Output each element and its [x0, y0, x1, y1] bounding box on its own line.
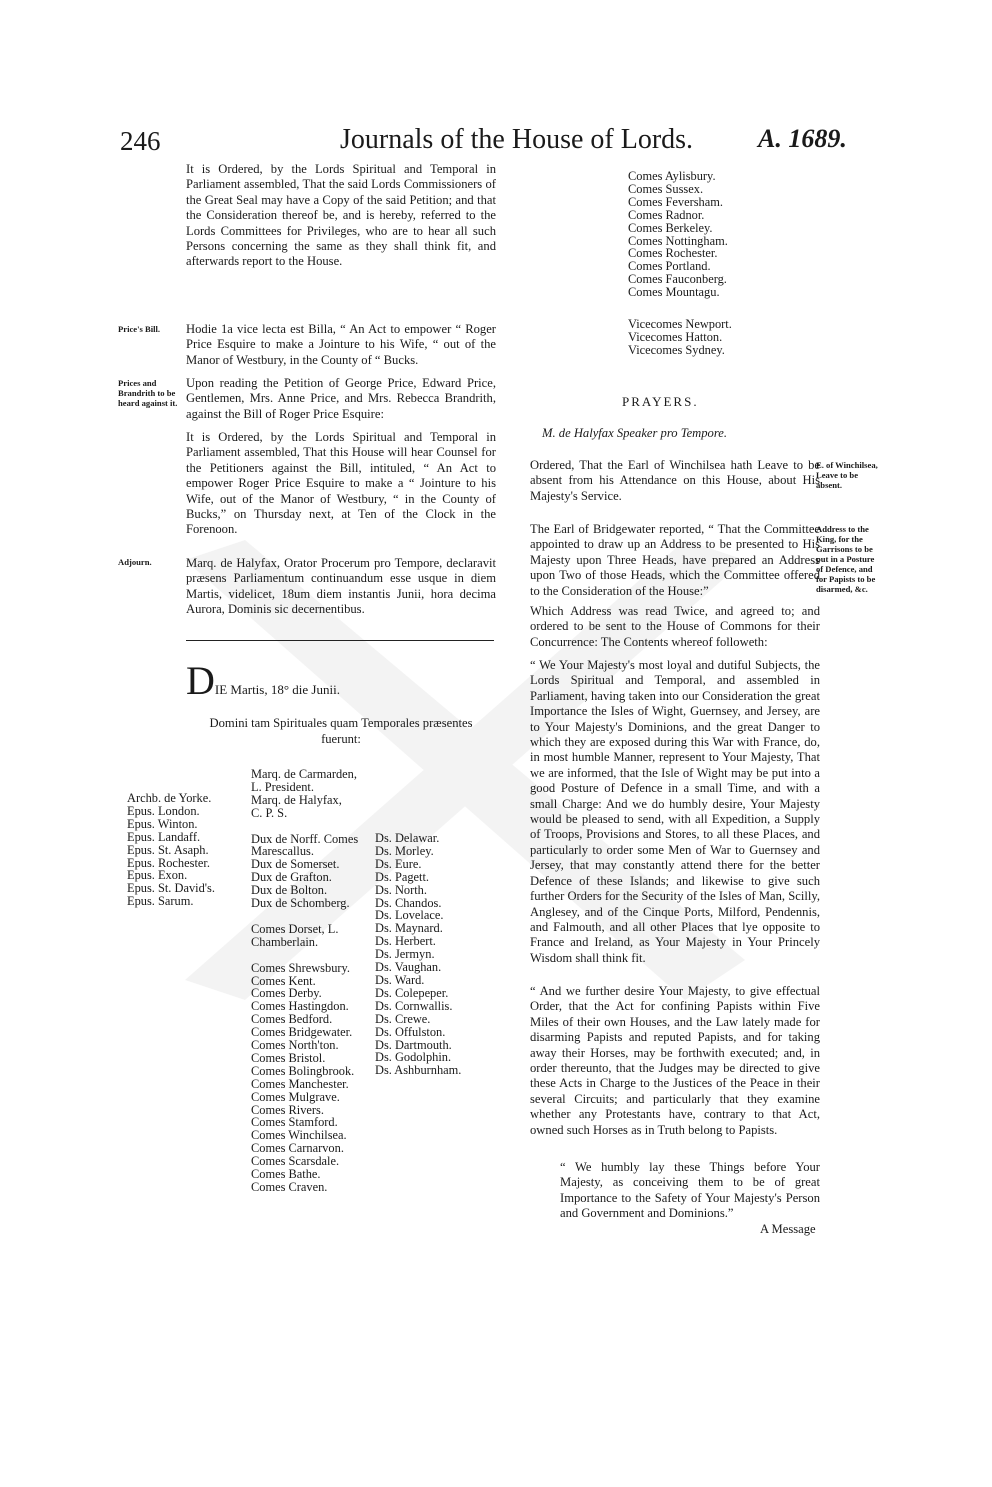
baron-entry: Ds. Morley. — [375, 843, 434, 858]
running-title: Journals of the House of Lords. — [340, 124, 694, 155]
day-heading — [186, 658, 340, 703]
baron-entry: Ds. Cornwallis. — [375, 998, 453, 1013]
baron-entry: Ds. Jermyn. — [375, 947, 435, 962]
catchword: A Message — [760, 1222, 816, 1236]
baron-entry: Ds. Lovelace. — [375, 908, 444, 923]
peer-entry: Comes Dorset, L. — [251, 921, 339, 936]
margin-note-price-bill: Price's Bill. — [118, 324, 161, 334]
bishop-entry: Epus. Rochester. — [127, 855, 210, 870]
peer-entry: Dux de Grafton. — [251, 870, 332, 885]
viscounts-list — [628, 318, 732, 357]
address-read-paragraph: Which Address was read Twice, and agreed to; and ordered to be sent to the House of Commons for their Concurrence: The Contents whereof followeth: — [530, 604, 820, 649]
peer-entry: Chamberlain. — [251, 934, 319, 949]
earl-entry: Comes Aylisbury. — [628, 169, 716, 183]
peer-entry: L. President. — [251, 779, 314, 794]
speaker-line: M. de Halyfax Speaker pro Tempore. — [542, 426, 728, 440]
barons-list — [375, 832, 461, 1077]
peer-entry: Dux de Schomberg. — [251, 896, 350, 911]
earls-continued-list — [628, 170, 728, 299]
earl-entry: Comes Feversham. — [628, 194, 723, 209]
peer-entry: Comes Bridgewater. — [251, 1025, 353, 1040]
margin-note-address: Address to the King, for the Garrisons to be put in a Posture of Defence, and for Papists to be disarmed, &c. — [816, 524, 876, 594]
baron-entry: Ds. Pagett. — [375, 869, 430, 884]
peer-entry: Comes Derby. — [251, 986, 322, 1001]
order-hear-paragraph: It is Ordered, by the Lords Spiritual and Temporal in Parliament assembled, That this House will hear Counsel for the Petitioners against the Bill, intituled, “ An Act to empower Roger Price Esquire to make a “ Jointure to his Wife, out of the Manor of Westbury, “ in the County of Bucks,” on Thursday next, at Ten of the Clock in the Forenoon. — [186, 430, 496, 537]
peer-entry — [251, 910, 358, 923]
drop-cap: D — [186, 658, 215, 703]
adjourn-paragraph: Marq. de Halyfax, Orator Procerum pro Tempore, declaravit præsens Parliamentum continuandum esse usque in diem Martis, videlicet, 18um diem instantis Junii, hora decima Aurora, Dominis sic decernentibus. — [186, 556, 496, 617]
peer-entry: Comes Bristol. — [251, 1050, 326, 1065]
baron-entry: Ds. Offulston. — [375, 1024, 446, 1039]
peer-entry: Comes North'ton. — [251, 1038, 339, 1053]
price-bill-paragraph: Hodie 1a vice lecta est Billa, “ An Act to empower “ Roger Price Esquire to make a Jointure to his Wife, “ out of the Manor of Westbury, in the County of “ Bucks. — [186, 322, 496, 367]
peer-entry: Marescallus. — [251, 844, 314, 859]
winchilsea-paragraph: Ordered, That the Earl of Winchilsea hath Leave to be absent from his Attendance on this House, about His Majesty's Service. — [530, 458, 820, 503]
baron-entry: Ds. Colepeper. — [375, 985, 449, 1000]
peer-entry: Marq. de Halyfax, — [251, 792, 342, 807]
peer-entry: Comes Carnarvon. — [251, 1141, 344, 1156]
earl-entry: Comes Rochester. — [628, 246, 718, 261]
section-divider — [186, 640, 494, 641]
baron-entry: Ds. Delawar. — [375, 831, 440, 845]
baron-entry: Ds. North. — [375, 882, 427, 897]
bishop-entry: Epus. Landaff. — [127, 829, 201, 844]
peer-entry: Dux de Norff. Comes — [251, 831, 359, 846]
peer-entry: Comes Manchester. — [251, 1076, 349, 1091]
year-label: A. 1689. — [758, 124, 847, 153]
peer-entry: Comes Stamford. — [251, 1115, 338, 1130]
baron-entry: Ds. Dartmouth. — [375, 1037, 452, 1052]
address-quote-1: “ We Your Majesty's most loyal and dutiful Subjects, the Lords Spiritual and Temporal, and assembled in Parliament, having taken into our Consideration the great Importance the Isles of Wight, Guernsey, and Jersey, are to Your Majesty's Dominions, and the great Danger to which they are exposed during this War with France, do, in most humble Manner, represent to Your Majesty, That we are informed, that the Isle of Wight may be put into a good Posture of Defence in a small Time, and with a small Charge: And we do humbly desire, Your Majesty would be pleased to send, with all Expedition, a Supply of Troops, Provisions and Stores, to all these Places, and particularly to order some Men of War to Guernsey and Jersey, that may constantly attend there for the better Defence of these Islands; and likewise to give such further Orders for the Security of the Isles of Man, Scilly, Anglesey, and of the Cinque Ports, Milford, Pendennis, and Falmouth, and all other Places that lye opposite to France and Ireland, as Your Majesty in Your Princely Wisdom shall think fit. — [530, 658, 820, 965]
baron-entry: Ds. Herbert. — [375, 934, 436, 949]
earl-entry: Comes Berkeley. — [628, 220, 713, 235]
day-heading-text: IE Martis, 18° die Junii. — [214, 682, 340, 697]
peer-entry: Comes Bathe. — [251, 1167, 321, 1182]
peer-entry: Marq. de Carmarden, — [251, 767, 357, 781]
viscount-entry: Vicecomes Sydney. — [628, 342, 725, 357]
baron-entry: Ds. Ashburnham. — [375, 1063, 462, 1078]
earl-entry: Comes Radnor. — [628, 207, 705, 222]
peer-entry: Comes Bolingbrook. — [251, 1063, 355, 1078]
peer-entry: Dux de Somerset. — [251, 857, 340, 872]
peer-entry: Comes Bedford. — [251, 1012, 333, 1027]
earl-entry: Comes Portland. — [628, 259, 711, 274]
peer-entry: Comes Rivers. — [251, 1102, 324, 1117]
page-number: 246 — [120, 126, 161, 156]
peer-entry: Comes Shrewsbury. — [251, 960, 351, 975]
officers-earls-list — [251, 768, 358, 1194]
earl-entry: Comes Fauconberg. — [628, 272, 727, 287]
address-quote-2: “ And we further desire Your Majesty, to give effectual Order, that the Act for confining Papists within Five Miles of their own Houses, and the Law lately made for disarming Papists and reputed Papists, and for taking away their Horses, may be forthwith executed; and, in order thereunto, that the Judges may be directed to give these Acts in Charge to the Justices of the Peace in their several Circuits; and particularly that they examine whether any Protestants have, contrary to that Act, owned such Horses as in Truth belong to Papists. — [530, 984, 820, 1137]
prayers-heading: PRAYERS. — [622, 394, 699, 409]
bishop-entry: Epus. London. — [127, 803, 200, 818]
peer-entry — [251, 949, 358, 962]
baron-entry: Ds. Godolphin. — [375, 1050, 452, 1065]
peer-entry: Comes Hastingdon. — [251, 999, 349, 1014]
bishops-list — [127, 792, 215, 908]
baron-entry: Ds. Maynard. — [375, 921, 443, 936]
earl-entry: Comes Sussex. — [628, 181, 704, 196]
present-heading-continued: fuerunt: — [321, 732, 361, 746]
peer-entry: Comes Mulgrave. — [251, 1089, 340, 1104]
peer-entry: C. P. S. — [251, 805, 288, 820]
peer-entry: Dux de Bolton. — [251, 883, 328, 898]
earl-entry: Comes Nottingham. — [628, 233, 728, 248]
margin-note-adjourn: Adjourn. — [118, 557, 152, 567]
peer-entry: Comes Kent. — [251, 973, 316, 988]
peer-entry: Comes Scarsdale. — [251, 1154, 340, 1169]
report-paragraph: The Earl of Bridgewater reported, “ That the Committee appointed to draw up an Address to be presented to His Majesty upon Three Heads, have prepared an Address upon Two of those Heads, which the Committee offered to the Consideration of the House:” — [530, 522, 820, 598]
margin-note-winchilsea: E. of Winchilsea, Leave to be absent. — [816, 460, 878, 490]
baron-entry: Ds. Ward. — [375, 972, 425, 987]
bishop-entry: Epus. Winton. — [127, 816, 198, 831]
peer-entry: Comes Craven. — [251, 1180, 328, 1194]
baron-entry: Ds. Eure. — [375, 856, 422, 871]
margin-note-prices-heard: Prices and Brandrith to be heard against it. — [118, 378, 178, 408]
peer-entry: Comes Winchilsea. — [251, 1128, 347, 1143]
peer-entry — [251, 820, 358, 833]
present-heading: Domini tam Spirituales quam Temporales præsentes — [209, 716, 473, 730]
viscount-entry: Vicecomes Newport. — [628, 317, 732, 331]
order-paragraph: It is Ordered, by the Lords Spiritual and Temporal in Parliament assembled, That the said Lords Commissioners of the Great Seal may have a Copy of the said Petition; and that the Consideration thereof be, and is hereby, referred to the Lords Committees for Privileges, who are to hear all such Persons concerning the same as they shall think fit, and afterwards report to the House. — [186, 162, 496, 269]
viscount-entry: Vicecomes Hatton. — [628, 329, 723, 344]
bishop-entry: Epus. Exon. — [127, 868, 188, 883]
address-quote-3: “ We humbly lay these Things before Your Majesty, as conceiving them to be of great Importance to the Safety of Your Majesty's Person and Government and Dominions.” — [560, 1160, 820, 1221]
bishop-entry: Epus. Sarum. — [127, 894, 194, 909]
earl-entry: Comes Mountagu. — [628, 285, 720, 300]
bishop-entry: Epus. St. David's. — [127, 881, 215, 896]
petition-paragraph: Upon reading the Petition of George Price, Edward Price, Gentlemen, Mrs. Anne Price, and Mrs. Rebecca Brandrith, against the Bill of Roger Price Esquire: — [186, 376, 496, 421]
baron-entry: Ds. Chandos. — [375, 895, 442, 910]
bishop-entry: Archb. de Yorke. — [127, 791, 212, 805]
baron-entry: Ds. Vaughan. — [375, 960, 442, 975]
baron-entry: Ds. Crewe. — [375, 1011, 431, 1026]
bishop-entry: Epus. St. Asaph. — [127, 842, 209, 857]
